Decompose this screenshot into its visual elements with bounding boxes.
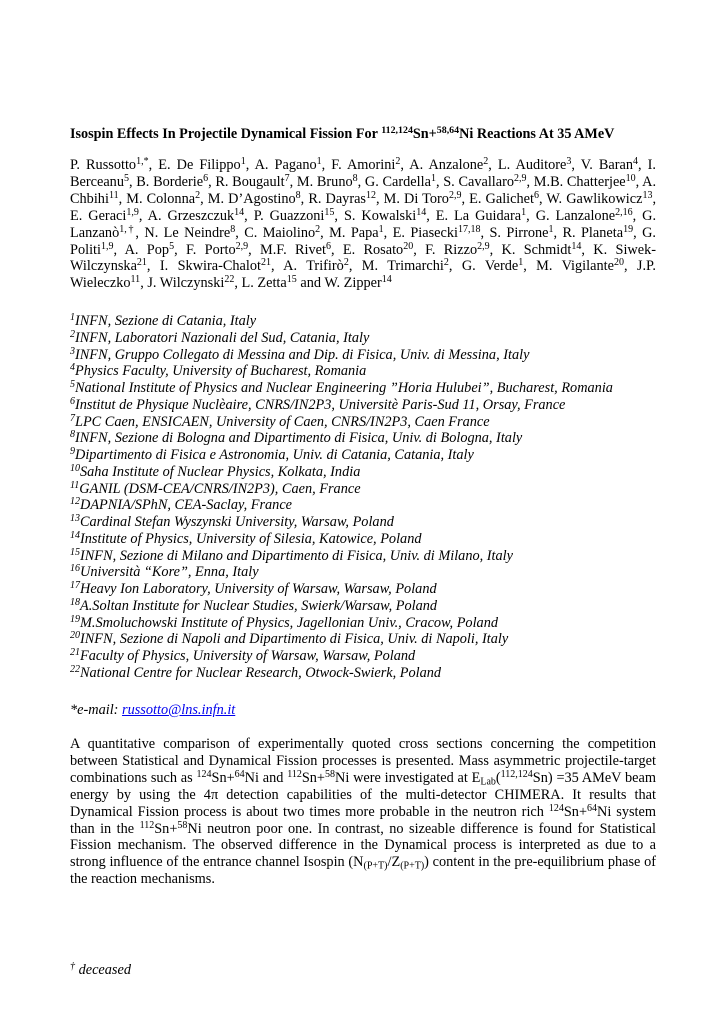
author: S. Kowalski$^{14}$: [343, 206, 427, 224]
affiliation-item: $^{17}$Heavy Ion Laboratory, University of Warsaw, Warsaw, Poland: [70, 580, 437, 597]
author: L. Zetta$^{15}$: [241, 274, 297, 292]
affiliation-item: $^8$INFN, Sezione di Bologna and Dipartimento di Fisica, Univ. di Bologna, Italy: [70, 429, 523, 447]
author: E. Geraci$^{1,9}$: [70, 206, 139, 224]
affiliation-list: [70, 313, 670, 682]
affiliation-item: $^4$Physics Faculty, University of Bucharest, Romania: [70, 362, 367, 380]
author: K. Siwek-Wilczynska$^{21}$: [70, 241, 656, 275]
affiliation-item: $^{18}$A.Soltan Institute for Nuclear Studies, Swierk/Warsaw, Poland: [70, 596, 438, 614]
author: G. Politi$^{1,9}$: [70, 224, 656, 258]
author: M. Di Toro$^{2,9}$: [383, 189, 462, 207]
author: I. Skwira-Chalot$^{21}$: [159, 257, 271, 275]
author: M. Papa$^1$: [329, 223, 384, 241]
author: A. Pop$^5$: [124, 240, 175, 258]
affiliation-item: $^2$INFN, Laboratori Nazionali del Sud, Catania, Italy: [70, 328, 370, 346]
affiliation-item: $^3$INFN, Gruppo Collegato di Messina and Dip. di Fisica, Univ. di Messina, Italy: [70, 345, 530, 363]
author: R. Bougault$^7$: [215, 172, 290, 190]
dagger-mark: †: [70, 961, 75, 972]
author: A. Grzeszczuk$^{14}$: [147, 206, 245, 224]
author: G. Lanzalone$^{2,16}$: [535, 206, 633, 224]
author: W. Zipper$^{14}$: [324, 274, 392, 292]
author: F. Rizzo$^{2,9}$: [425, 240, 490, 258]
author: J.P. Wieleczko$^{11}$: [70, 258, 656, 292]
affiliation-item: $^6$Institut de Physique Nuclèaire, CNRS/IN2P3, Universitè Paris-Sud 11, Orsay, France: [70, 395, 566, 413]
author: L. Auditore$^3$: [497, 156, 572, 173]
author: N. Le Neindre$^8$: [144, 223, 236, 241]
author: M. Bruno$^8$: [296, 172, 358, 190]
author: W. Gawlikowicz$^{13}$: [546, 189, 653, 207]
author: M.F. Rivet$^6$: [260, 240, 331, 258]
author: F. Amorini$^2$: [331, 156, 401, 173]
email-link[interactable]: russotto@lns.infn.it: [122, 702, 236, 718]
author: R. Dayras$^{12}$: [308, 189, 376, 207]
affiliation-item: $^{14}$Institute of Physics, University of Silesia, Katowice, Poland: [70, 529, 422, 547]
affiliation-item: $^{21}$Faculty of Physics, University of Warsaw, Warsaw, Poland: [70, 647, 416, 664]
author: E. De Filippo$^1$: [158, 156, 246, 173]
affiliation-item: $^{22}$National Centre for Nuclear Research, Otwock-Swierk, Poland: [70, 663, 442, 681]
author: E. Rosato$^{20}$: [342, 240, 414, 258]
author: A. Trifirò$^2$: [283, 257, 349, 275]
author: A. Anzalone$^2$: [409, 156, 489, 173]
footnote: † deceased: [70, 961, 131, 978]
abstract: A quantitative comparison of experimentally quoted cross sections concerning the competition between Statistical and Dynamical Fission processes is presented. Mass asymmetric projectile-target combinations such as $^{124}$Sn+$^{64}$Ni and $^{112}$Sn+$^{58}$Ni were investigated at $E_{Lab}(^{112,124}Sn) =35$ AMeV beam energy by using the 4π detection capabilities of the multi-detector CHIMERA. It results that Dynamical Fission process is about two times more probable in the neutron rich $^{124}$Sn+$^{64}$Ni system than in the $^{112}$Sn+$^{58}$Ni neutron poor one. In contrast, no sizeable difference is found for Statistical Fission mechanism. The observed difference in the Dynamical process is interpreted as due to a strong influence of the entrance channel Isospin $(N_{(P+T)}/Z_{(P+T)})$ content in the pre-equilibrium phase of the reaction mechanisms.: [70, 736, 656, 888]
affiliation-item: $^{10}$Saha Institute of Nuclear Physics, Kolkata, India: [70, 462, 361, 480]
affiliation-item: $^{12}$DAPNIA/SPhN, CEA-Saclay, France: [70, 496, 293, 514]
author: G. Verde$^1$: [461, 257, 524, 275]
affiliation-item: $^{19}$M.Smoluchowski Institute of Physics, Jagellonian Univ., Cracow, Poland: [70, 613, 498, 631]
affiliation-item: $^9$Dipartimento di Fisica e Astronomia, Univ. di Catania, Catania, Italy: [70, 446, 474, 463]
author: G. Lanzanò$^{1,\dagger}$: [70, 207, 657, 241]
email-label: *e-mail:: [70, 702, 119, 718]
author: F. Porto$^{2,9}$: [185, 240, 249, 258]
contact-email: [70, 702, 235, 719]
author: A. Pagano$^1$: [254, 156, 322, 173]
affiliation-item: $^5$National Institute of Physics and Nuclear Engineering ”Horia Hulubei”, Bucharest, Romania: [70, 379, 613, 396]
author: E. Galichet$^6$: [469, 189, 539, 207]
author: P. Russotto$^{1,*}$: [70, 156, 149, 173]
affiliation-item: $^7$LPC Caen, ENSICAEN, University of Caen, CNRS/IN2P3, Caen France: [70, 412, 490, 430]
author: S. Cavallaro$^{2,9}$: [443, 172, 527, 190]
author: B. Borderie$^6$: [136, 172, 209, 190]
affiliation-item: $^{11}$GANIL (DSM-CEA/CNRS/IN2P3), Caen, France: [70, 479, 361, 497]
paper-title: Isospin Effects In Projectile Dynamical Fission For $^{112,124}$Sn+$^{58,64}$Ni Reactions At 35 AMeV: [70, 125, 615, 142]
author: E. La Guidara$^1$: [435, 206, 527, 224]
author: R. Planeta$^{19}$: [562, 223, 634, 241]
author: I. Berceanu$^5$: [70, 157, 656, 190]
author: S. Pirrone$^1$: [489, 223, 554, 241]
author: J. Wilczynski$^{22}$: [147, 274, 235, 292]
author: C. Maiolino$^2$: [244, 223, 321, 241]
author: M. Colonna$^2$: [126, 189, 201, 207]
author: M. Trimarchi$^2$: [361, 257, 449, 275]
author: V. Baran$^4$: [580, 156, 638, 173]
affiliation-item: $^1$INFN, Sezione di Catania, Italy: [70, 312, 257, 329]
author: A. Chbihi$^{11}$: [70, 173, 657, 207]
affiliation-item: $^{15}$INFN, Sezione di Milano and Dipartimento di Fisica, Univ. di Milano, Italy: [70, 546, 513, 564]
author: E. Piasecki$^{17,18}$: [392, 223, 481, 241]
author-list: P. Russotto$^{1,*}$, E. De Filippo$^1$, A. Pagano$^1$, F. Amorini$^2$, A. Anzalone$^2$, L. Auditore$^3$, V. Baran$^4$, I. Berceanu$^5$, B. Borderie$^6$, R. Bougault$^7$, M. Bruno$^8$, G. Cardella$^1$, S. Cavallaro$^{2,9}$, M.B. Chatterjee$^{10}$, A. Chbihi$^{11}$, M. Colonna$^2$, M. D’Agostino$^8$, R. Dayras$^{12}$, M. Di Toro$^{2,9}$, E. Galichet$^6$, W. Gawlikowicz$^{13}$, E. Geraci$^{1,9}$, A. Grzeszczuk$^{14}$, P. Guazzoni$^{15}$, S. Kowalski$^{14}$, E. La Guidara$^1$, G. Lanzalone$^{2,16}$, G. Lanzanò$^{1,\dagger}$, N. Le Neindre$^8$, C. Maiolino$^2$, M. Papa$^1$, E. Piasecki$^{17,18}$, S. Pirrone$^1$, R. Planeta$^{19}$, G. Politi$^{1,9}$, A. Pop$^5$, F. Porto$^{2,9}$, M.F. Rivet$^6$, E. Rosato$^{20}$, F. Rizzo$^{2,9}$, K. Schmidt$^{14}$, K. Siwek-Wilczynska$^{21}$, I. Skwira-Chalot$^{21}$, A. Trifirò$^2$, M. Trimarchi$^2$, G. Verde$^1$, M. Vigilante$^{20}$, J.P. Wieleczko$^{11}$, J. Wilczynski$^{22}$, L. Zetta$^{15}$ and W. Zipper$^{14}$: [70, 156, 657, 292]
author: G. Cardella$^1$: [364, 172, 436, 190]
author: P. Guazzoni$^{15}$: [253, 206, 335, 224]
author: M. D’Agostino$^8$: [207, 189, 301, 207]
affiliation-item: $^{16}$Università “Kore”, Enna, Italy: [70, 563, 259, 581]
author: M.B. Chatterjee$^{10}$: [533, 172, 636, 190]
affiliation-item: $^{13}$Cardinal Stefan Wyszynski University, Warsaw, Poland: [70, 513, 394, 530]
author: K. Schmidt$^{14}$: [501, 240, 582, 258]
author: M. Vigilante$^{20}$: [536, 257, 624, 275]
affiliation-item: $^{20}$INFN, Sezione di Napoli and Dipartimento di Fisica, Univ. di Napoli, Italy: [70, 630, 509, 648]
